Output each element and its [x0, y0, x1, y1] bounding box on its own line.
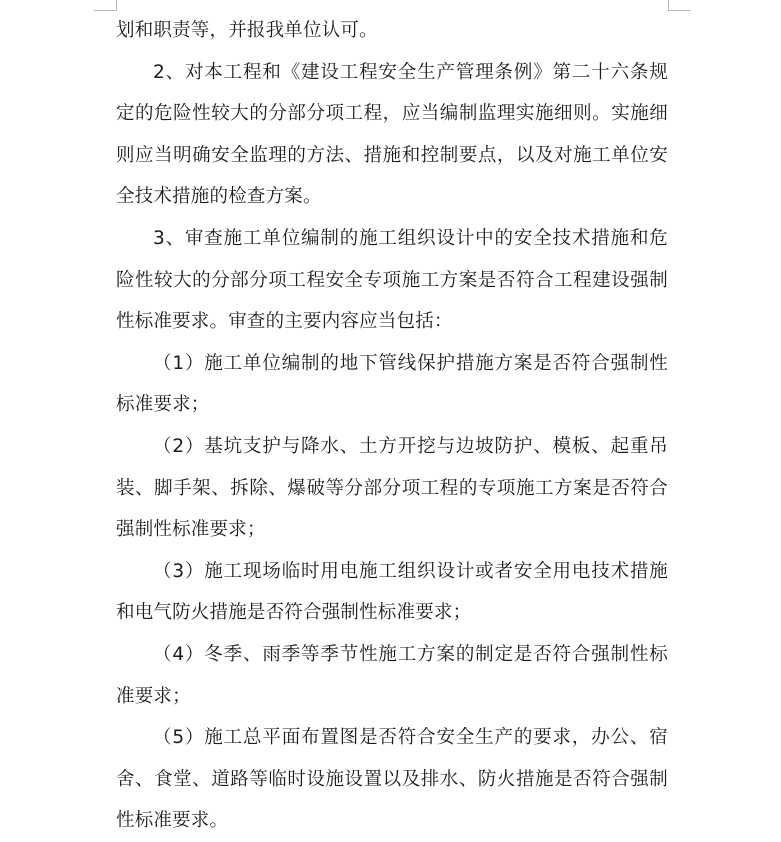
paragraph-item-3: 3、审查施工单位编制的施工组织设计中的安全技术措施和危险性较大的分部分项工程安全专项施工方案是否符合工程建设强制性标准要求。审查的主要内容应当包括：: [116, 227, 668, 333]
paragraph-subitem-1: （1）施工单位编制的地下管线保护措施方案是否符合强制性标准要求；: [116, 352, 668, 416]
margin-corner-mark-right: [668, 0, 691, 11]
paragraph-continuation: 划和职责等，并报我单位认可。: [116, 20, 378, 41]
paragraph-subitem-5: （5）施工总平面布置图是否符合安全生产的要求，办公、宿舍、食堂、道路等临时设施设置以及排水、防火措施是否符合强制性标准要求。: [116, 727, 668, 832]
paragraph-subitem-2: （2）基坑支护与降水、土方开挖与边坡防护、模板、起重吊装、脚手架、拆除、爆破等分部分项工程的专项施工方案是否符合强制性标准要求；: [116, 435, 668, 541]
margin-corner-mark-left: [94, 0, 117, 11]
paragraph-item-2: 2、对本工程和《建设工程安全生产管理条例》第二十六条规定的危险性较大的分部分项工程，应当编制监理实施细则。实施细则应当明确安全监理的方法、措施和控制要点，以及对施工单位安全技术措施的检查方案。: [116, 61, 668, 208]
paragraph-subitem-3: （3）施工现场临时用电施工组织设计或者安全用电技术措施和电气防火措施是否符合强制性标准要求；: [116, 560, 668, 624]
document-body: [116, 10, 668, 842]
paragraph-subitem-4: （4）冬季、雨季等季节性施工方案的制定是否符合强制性标准要求；: [116, 643, 668, 707]
